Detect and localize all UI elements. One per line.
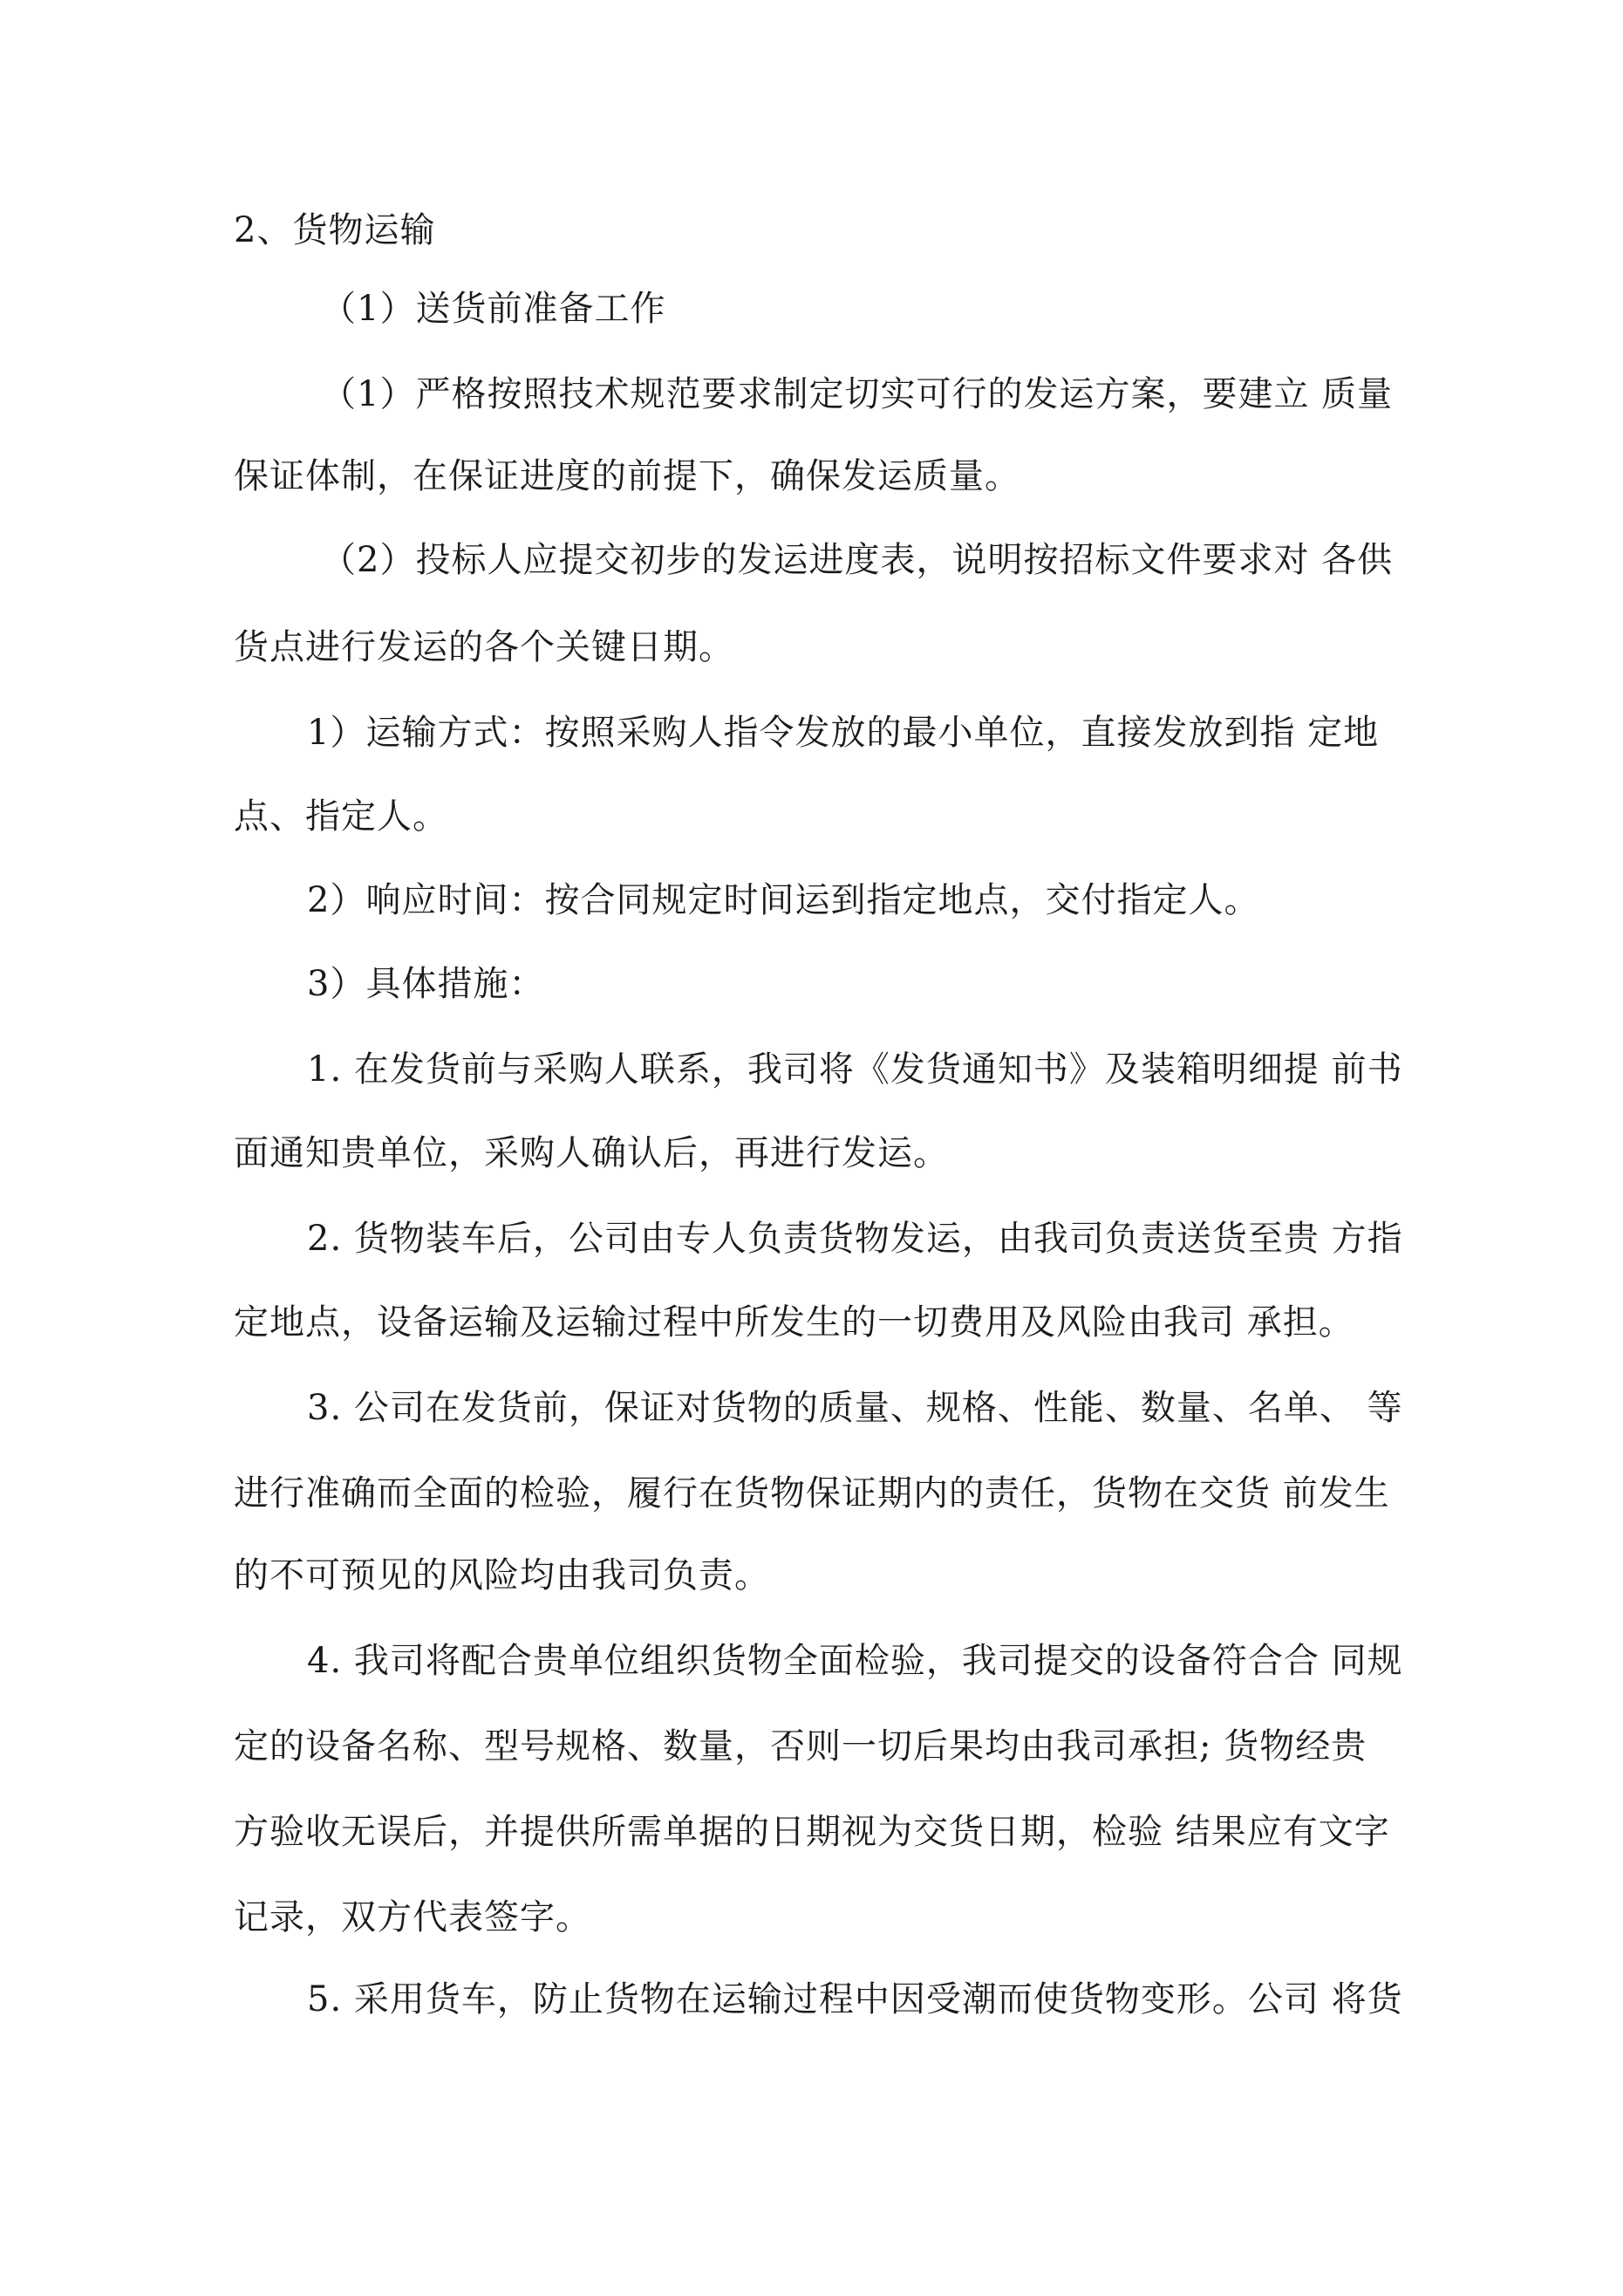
paragraph-line: 5. 采用货车，防止货物在运输过程中因受潮而使货物变形。公司 将货 xyxy=(307,1979,1403,2019)
paragraph-line: 2. 货物装车后，公司由专人负责货物发运，由我司负责送货至贵 方指 xyxy=(307,1219,1403,1259)
subsection-heading: （1）送货前准备工作 xyxy=(321,289,666,329)
paragraph-line: 4. 我司将配合贵单位组织货物全面检验，我司提交的设备符合合 同规 xyxy=(307,1641,1403,1681)
paragraph-line: 3）具体措施： xyxy=(307,964,545,1004)
paragraph-line: 的不可预见的风险均由我司负责。 xyxy=(234,1555,770,1596)
paragraph-line: 保证体制，在保证进度的前提下，确保发运质量。 xyxy=(234,456,1020,496)
paragraph-line: 货点进行发运的各个关键日期。 xyxy=(234,627,734,667)
section-heading: 2、货物运输 xyxy=(234,210,436,250)
paragraph-line: （1）严格按照技术规范要求制定切实可行的发运方案，要建立 质量 xyxy=(321,374,1394,414)
paragraph-line: 1）运输方式：按照采购人指令发放的最小单位，直接发放到指 定地 xyxy=(307,713,1380,753)
paragraph-line: 定地点，设备运输及运输过程中所发生的一切费用及风险由我司 承担。 xyxy=(234,1302,1354,1343)
paragraph-line: 面通知贵单位，采购人确认后，再进行发运。 xyxy=(234,1133,949,1173)
paragraph-line: 定的设备名称、型号规格、数量，否则一切后果均由我司承担; 货物经贵 xyxy=(234,1726,1367,1766)
paragraph-line: 点、指定人。 xyxy=(234,796,448,837)
paragraph-line: 方验收无误后，并提供所需单据的日期视为交货日期，检验 结果应有文字 xyxy=(234,1812,1390,1852)
paragraph-line: （2）投标人应提交初步的发运进度表，说明按招标文件要求对 各供 xyxy=(321,540,1394,580)
paragraph-line: 进行准确而全面的检验，履行在货物保证期内的责任，货物在交货 前发生 xyxy=(234,1473,1390,1514)
paragraph-line: 1. 在发货前与采购人联系，我司将《发货通知书》及装箱明细提 前书 xyxy=(307,1049,1403,1090)
paragraph-line: 记录，双方代表签字。 xyxy=(234,1897,591,1937)
paragraph-line: 2）响应时间：按合同规定时间运到指定地点，交付指定人。 xyxy=(307,880,1260,920)
paragraph-line: 3. 公司在发货前，保证对货物的质量、规格、性能、数量、名单、 等 xyxy=(307,1388,1403,1428)
